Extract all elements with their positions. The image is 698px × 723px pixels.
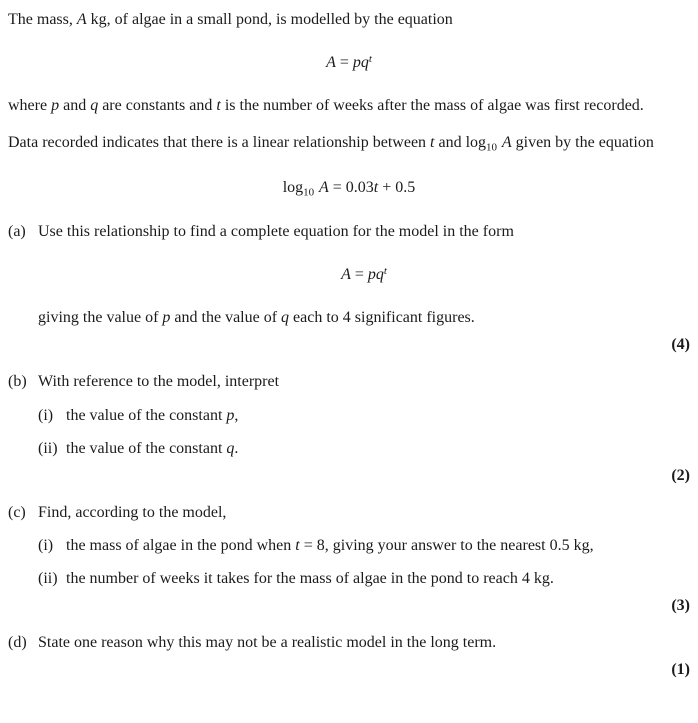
part-b-item-i (38, 405, 690, 427)
intro-paragraph-2 (8, 95, 690, 117)
equals-sign: = (350, 266, 368, 284)
text-run: given by the equation (511, 134, 654, 152)
text-run: where (8, 97, 52, 115)
text-run: + 0.5 (378, 178, 416, 196)
math-var-t: t (216, 97, 221, 115)
math-sup-t: t (368, 53, 372, 66)
text-run: the number of weeks it takes for the mass of algae in the pond to reach 4 kg. (66, 569, 554, 587)
text-run: giving the value of (38, 309, 163, 327)
part-b-label: (b) (8, 373, 27, 391)
item-i-text (66, 405, 690, 427)
text-run: . (234, 439, 239, 457)
intro-paragraph-1 (8, 9, 690, 31)
part-b-body (38, 371, 690, 486)
math-sub-10: 10 (303, 186, 315, 198)
text-run: kg, of algae in a small pond, is modelled by the equation (86, 11, 453, 28)
part-c-body (38, 502, 690, 617)
math-var-t: t (295, 536, 300, 554)
log-linear-equation (8, 177, 690, 200)
part-b (8, 371, 690, 486)
item-ii-text (66, 568, 690, 590)
text-run: is the number of weeks after the mass of algae was first recorded. (220, 97, 644, 115)
part-b-marks: (2) (671, 466, 690, 484)
part-a-marks: (4) (671, 336, 690, 354)
text-run: The mass, (8, 11, 77, 28)
math-var-A: A (326, 54, 336, 72)
math-var-p: p (162, 309, 171, 327)
text-run: , (234, 406, 239, 424)
item-i-label: (i) (38, 406, 54, 424)
math-var-t: t (430, 134, 435, 152)
part-a-equation (38, 264, 690, 286)
math-var-q: q (281, 309, 290, 327)
math-var-p: p (51, 97, 60, 115)
part-d-marks: (1) (671, 661, 690, 679)
model-equation (8, 52, 690, 74)
math-var-A: A (318, 178, 329, 196)
part-c (8, 502, 690, 617)
text-run: and (59, 97, 91, 115)
part-c-item-ii (38, 568, 690, 590)
math-sup-t: t (383, 265, 387, 278)
part-d-label: (d) (8, 634, 27, 652)
part-d (8, 632, 690, 681)
math-var-pq: pq (367, 266, 384, 284)
item-i-label: (i) (38, 536, 54, 554)
part-a (8, 221, 690, 356)
math-var-q: q (226, 439, 235, 457)
part-d-text: State one reason why this may not be a realistic model in the long term. (38, 634, 497, 652)
part-a-continuation (38, 307, 690, 329)
text-run: = 0.03 (328, 178, 374, 196)
item-i-text (66, 535, 690, 557)
log-function: log (282, 178, 304, 196)
math-var-t: t (373, 178, 379, 196)
intro-paragraph-3 (8, 132, 690, 155)
part-b-item-ii (38, 438, 690, 460)
text-run: and the value of (170, 309, 282, 327)
math-var-A: A (501, 134, 512, 152)
text-run: = 8, giving your answer to the nearest 0.5 kg, (299, 536, 594, 554)
text-run: Data recorded indicates that there is a linear relationship between (8, 134, 431, 152)
math-var-pq: pq (352, 54, 369, 72)
item-ii-text (66, 438, 690, 460)
part-b-text: With reference to the model, interpret (38, 373, 280, 391)
item-ii-label: (ii) (38, 439, 58, 457)
text-run: the value of the constant (66, 406, 227, 424)
part-c-text: Find, according to the model, (38, 503, 227, 521)
equals-sign: = (335, 54, 353, 72)
part-d-body (38, 632, 690, 681)
part-c-label: (c) (8, 503, 26, 521)
math-sub-10: 10 (486, 141, 498, 154)
math-var-A: A (76, 11, 87, 28)
text-run: the value of the constant (66, 439, 227, 457)
part-c-marks: (3) (671, 597, 690, 615)
math-var-p: p (226, 406, 235, 424)
item-ii-label: (ii) (38, 569, 58, 587)
part-a-label: (a) (8, 223, 26, 241)
text-run: the mass of algae in the pond when (66, 536, 296, 554)
text-run: each to 4 significant figures. (289, 309, 475, 327)
part-a-text: Use this relationship to find a complete equation for the model in the form (38, 223, 514, 241)
math-var-A: A (341, 266, 351, 284)
part-c-item-i (38, 535, 690, 557)
text-run: are constants and (98, 97, 217, 115)
text-run: and log (434, 134, 487, 152)
math-var-q: q (90, 97, 99, 115)
part-a-body (38, 221, 690, 356)
